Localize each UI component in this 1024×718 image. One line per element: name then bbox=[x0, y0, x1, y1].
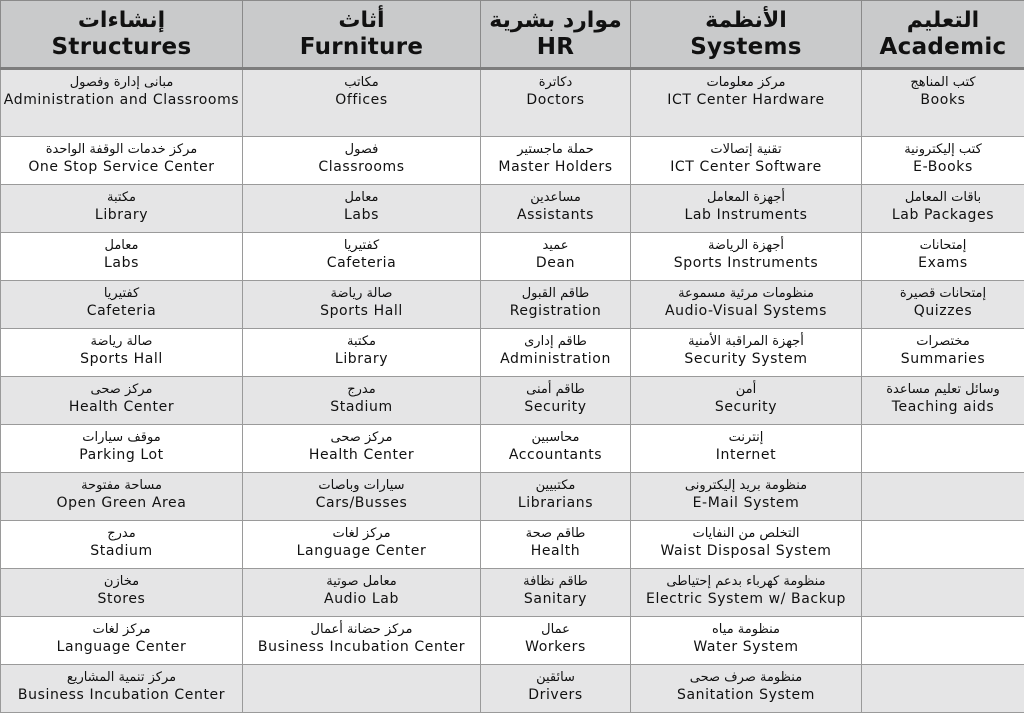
cell-en: Librarians bbox=[517, 495, 594, 511]
cell-academic bbox=[862, 329, 1024, 377]
cell-ar: وسائل تعليم مساعدة bbox=[886, 382, 1000, 397]
cell-en: Administration bbox=[500, 351, 611, 367]
cell-furniture bbox=[243, 137, 481, 185]
cell-en: Sports Hall bbox=[320, 303, 403, 319]
cell-en: Summaries bbox=[900, 351, 986, 367]
cell-structures bbox=[1, 69, 243, 137]
table-row bbox=[1, 69, 1024, 137]
cell-en: Health bbox=[530, 543, 581, 559]
cell-ar: إمتحانات bbox=[919, 238, 967, 253]
cell-hr bbox=[481, 233, 631, 281]
cell-ar: أجهزة المراقبة الأمنية bbox=[688, 334, 804, 349]
cell-ar: معامل bbox=[344, 190, 379, 205]
cell-furniture bbox=[243, 521, 481, 569]
header-en: Furniture bbox=[299, 33, 424, 60]
cell-systems bbox=[631, 137, 862, 185]
cell-en: Stores bbox=[97, 591, 146, 607]
cell-ar: كفتيريا bbox=[343, 238, 380, 253]
cell-academic bbox=[862, 377, 1024, 425]
cell-ar: مركز صحى bbox=[330, 430, 393, 445]
cell-structures bbox=[1, 473, 243, 521]
header-academic bbox=[862, 1, 1024, 69]
cell-en: Doctors bbox=[526, 92, 585, 108]
cell-en: ICT Center Hardware bbox=[667, 92, 825, 108]
cell-en: Teaching aids bbox=[891, 399, 995, 415]
cell-en: ICT Center Software bbox=[670, 159, 822, 175]
cell-ar: مركز خدمات الوقفة الواحدة bbox=[45, 142, 198, 157]
cell-structures bbox=[1, 233, 243, 281]
cell-furniture bbox=[243, 185, 481, 233]
cell-academic bbox=[862, 521, 1024, 569]
cell-en: Lab Instruments bbox=[684, 207, 808, 223]
cell-en: Security System bbox=[684, 351, 808, 367]
cell-ar: كفتيريا bbox=[103, 286, 140, 301]
cell-structures bbox=[1, 617, 243, 665]
cell-furniture bbox=[243, 665, 481, 713]
cell-hr bbox=[481, 617, 631, 665]
cell-structures bbox=[1, 425, 243, 473]
cell-ar: سائقين bbox=[536, 670, 575, 685]
cell-en: Language Center bbox=[296, 543, 427, 559]
header-row bbox=[1, 1, 1024, 69]
cell-systems bbox=[631, 617, 862, 665]
cell-ar: صالة رياضة bbox=[330, 286, 393, 301]
cell-en: Audio-Visual Systems bbox=[664, 303, 828, 319]
cell-en: Administration and Classrooms bbox=[3, 92, 240, 108]
cell-ar: أجهزة المعامل bbox=[707, 190, 785, 205]
cell-ar: مركز حضانة أعمال bbox=[310, 622, 413, 637]
cell-en: Library bbox=[94, 207, 149, 223]
cell-academic bbox=[862, 425, 1024, 473]
cell-academic bbox=[862, 69, 1024, 137]
cell-ar: أمن bbox=[735, 382, 757, 397]
cell-furniture bbox=[243, 425, 481, 473]
cell-hr bbox=[481, 69, 631, 137]
cell-en: Dean bbox=[535, 255, 576, 271]
cell-furniture bbox=[243, 69, 481, 137]
cell-en: Cafeteria bbox=[326, 255, 397, 271]
cell-furniture bbox=[243, 377, 481, 425]
cell-en: Health Center bbox=[68, 399, 175, 415]
cell-ar: منظومة بريد إليكترونى bbox=[684, 478, 808, 493]
cell-ar: مساعدين bbox=[530, 190, 581, 205]
cell-ar: التخلص من النفايات bbox=[692, 526, 800, 541]
cell-ar: باقات المعامل bbox=[904, 190, 982, 205]
cell-ar: مركز صحى bbox=[90, 382, 153, 397]
cell-structures bbox=[1, 137, 243, 185]
table-row bbox=[1, 377, 1024, 425]
cell-systems bbox=[631, 665, 862, 713]
cell-en: Registration bbox=[509, 303, 602, 319]
cell-hr bbox=[481, 473, 631, 521]
cell-en: One Stop Service Center bbox=[28, 159, 215, 175]
cell-furniture bbox=[243, 569, 481, 617]
cell-en: Cars/Busses bbox=[315, 495, 408, 511]
cell-academic bbox=[862, 665, 1024, 713]
table-row bbox=[1, 137, 1024, 185]
header-hr bbox=[481, 1, 631, 69]
header-furniture bbox=[243, 1, 481, 69]
cell-ar: طاقم القبول bbox=[521, 286, 590, 301]
cell-furniture bbox=[243, 617, 481, 665]
cell-en: Parking Lot bbox=[79, 447, 164, 463]
cell-ar: مساحة مفتوحة bbox=[81, 478, 162, 493]
cell-ar: مكتبيين bbox=[535, 478, 576, 493]
cell-ar: سيارات وباصات bbox=[318, 478, 405, 493]
cell-structures bbox=[1, 329, 243, 377]
cell-furniture bbox=[243, 281, 481, 329]
cell-en: Books bbox=[920, 92, 966, 108]
table-row bbox=[1, 425, 1024, 473]
cell-en: Sports Instruments bbox=[673, 255, 819, 271]
cell-en: Stadium bbox=[90, 543, 153, 559]
cell-ar: مكتبة bbox=[107, 190, 136, 205]
cell-ar: مركز لغات bbox=[92, 622, 151, 637]
cell-ar: كتب إليكترونية bbox=[904, 142, 982, 157]
cell-hr bbox=[481, 425, 631, 473]
cell-en: Stadium bbox=[330, 399, 393, 415]
header-ar: الأنظمة bbox=[705, 7, 787, 33]
cell-en: Offices bbox=[335, 92, 388, 108]
header-en: HR bbox=[536, 33, 575, 60]
cell-systems bbox=[631, 425, 862, 473]
table-row bbox=[1, 521, 1024, 569]
cell-ar: معامل bbox=[104, 238, 139, 253]
cell-ar: منظومة كهرباء بدعم إحتياطى bbox=[666, 574, 826, 589]
cell-hr bbox=[481, 185, 631, 233]
cell-en: Exams bbox=[918, 255, 968, 271]
cell-academic bbox=[862, 617, 1024, 665]
cell-systems bbox=[631, 281, 862, 329]
header-en: Academic bbox=[879, 33, 1007, 60]
table-row bbox=[1, 569, 1024, 617]
header-en: Structures bbox=[51, 33, 192, 60]
cell-systems bbox=[631, 569, 862, 617]
cell-en: Master Holders bbox=[498, 159, 613, 175]
cell-structures bbox=[1, 377, 243, 425]
table-row bbox=[1, 329, 1024, 377]
cell-ar: موقف سيارات bbox=[82, 430, 161, 445]
cell-ar: مكتبة bbox=[347, 334, 376, 349]
cell-en: Water System bbox=[693, 639, 799, 655]
cell-ar: مخازن bbox=[103, 574, 140, 589]
cell-en: Labs bbox=[344, 207, 379, 223]
cell-ar: تقنية إتصالات bbox=[710, 142, 782, 157]
cell-en: Security bbox=[524, 399, 587, 415]
cell-academic bbox=[862, 473, 1024, 521]
cell-en: E-Books bbox=[913, 159, 973, 175]
cell-systems bbox=[631, 69, 862, 137]
cell-en: Sanitation System bbox=[677, 687, 815, 703]
cell-ar: صالة رياضة bbox=[90, 334, 153, 349]
cell-ar: طاقم صحة bbox=[525, 526, 586, 541]
cell-en: Assistants bbox=[516, 207, 595, 223]
cell-en: Workers bbox=[525, 639, 586, 655]
cell-ar: حملة ماجستير bbox=[517, 142, 594, 157]
cell-ar: دكاترة bbox=[538, 75, 573, 90]
header-systems bbox=[631, 1, 862, 69]
cell-hr bbox=[481, 665, 631, 713]
cell-ar: إنترنت bbox=[728, 430, 764, 445]
cell-ar: مبانى إدارة وفصول bbox=[69, 75, 174, 90]
cell-systems bbox=[631, 473, 862, 521]
cell-ar: منظومة مياه bbox=[712, 622, 780, 637]
header-ar: التعليم bbox=[906, 7, 980, 33]
cell-hr bbox=[481, 521, 631, 569]
cell-ar: مركز لغات bbox=[332, 526, 391, 541]
cell-ar: إمتحانات قصيرة bbox=[899, 286, 987, 301]
table-row bbox=[1, 665, 1024, 713]
cell-ar: عميد bbox=[542, 238, 569, 253]
cell-ar: مدرج bbox=[107, 526, 136, 541]
cell-structures bbox=[1, 665, 243, 713]
cell-academic bbox=[862, 281, 1024, 329]
header-ar: موارد بشرية bbox=[489, 7, 622, 33]
cell-systems bbox=[631, 185, 862, 233]
cell-structures bbox=[1, 569, 243, 617]
cell-furniture bbox=[243, 473, 481, 521]
cell-ar: مختصرات bbox=[916, 334, 970, 349]
header-ar: أثاث bbox=[338, 7, 385, 33]
cell-ar: أجهزة الرياضة bbox=[707, 238, 785, 253]
cell-en: Drivers bbox=[528, 687, 583, 703]
cell-hr bbox=[481, 281, 631, 329]
cell-en: Sports Hall bbox=[80, 351, 163, 367]
cell-ar: كتب المناهج bbox=[910, 75, 976, 90]
cell-academic bbox=[862, 137, 1024, 185]
cell-en: Accountants bbox=[508, 447, 603, 463]
cell-en: Security bbox=[714, 399, 778, 415]
cell-ar: طاقم نظافة bbox=[523, 574, 588, 589]
cell-furniture bbox=[243, 233, 481, 281]
cell-en: E-Mail System bbox=[692, 495, 800, 511]
header-en: Systems bbox=[690, 33, 802, 60]
cell-ar: مركز تنمية المشاريع bbox=[66, 670, 177, 685]
cell-hr bbox=[481, 329, 631, 377]
table-row bbox=[1, 281, 1024, 329]
cell-en: Business Incubation Center bbox=[17, 687, 226, 703]
cell-hr bbox=[481, 137, 631, 185]
header-ar: إنشاءات bbox=[77, 7, 166, 33]
cell-academic bbox=[862, 233, 1024, 281]
cell-en: Open Green Area bbox=[56, 495, 187, 511]
cell-en: Waist Disposal System bbox=[660, 543, 832, 559]
cell-furniture bbox=[243, 329, 481, 377]
cell-en: Internet bbox=[715, 447, 777, 463]
table-row bbox=[1, 233, 1024, 281]
cell-en: Sanitary bbox=[523, 591, 588, 607]
cell-ar: طاقم إدارى bbox=[524, 334, 587, 349]
cell-en: Labs bbox=[104, 255, 139, 271]
cell-academic bbox=[862, 185, 1024, 233]
cell-en: Language Center bbox=[56, 639, 187, 655]
cell-ar: مكاتب bbox=[344, 75, 379, 90]
cell-structures bbox=[1, 185, 243, 233]
cell-structures bbox=[1, 521, 243, 569]
cell-hr bbox=[481, 377, 631, 425]
cell-ar: مركز معلومات bbox=[706, 75, 786, 90]
cell-ar: محاسبين bbox=[531, 430, 580, 445]
cell-en: Lab Packages bbox=[891, 207, 995, 223]
cell-ar: فصول bbox=[344, 142, 379, 157]
cell-en: Business Incubation Center bbox=[257, 639, 466, 655]
cell-en: Electric System w/ Backup bbox=[646, 591, 846, 607]
cell-ar: مدرج bbox=[347, 382, 376, 397]
cell-en: Cafeteria bbox=[86, 303, 157, 319]
cell-ar: منظومة صرف صحى bbox=[689, 670, 803, 685]
header-structures bbox=[1, 1, 243, 69]
table-row bbox=[1, 185, 1024, 233]
cell-systems bbox=[631, 329, 862, 377]
cell-ar: عمال bbox=[541, 622, 570, 637]
cell-ar: معامل صوتية bbox=[326, 574, 397, 589]
cell-hr bbox=[481, 569, 631, 617]
cell-en: Quizzes bbox=[913, 303, 973, 319]
cell-structures bbox=[1, 281, 243, 329]
cell-ar: منظومات مرئية مسموعة bbox=[678, 286, 814, 301]
cell-ar: طاقم أمنى bbox=[526, 382, 585, 397]
cell-systems bbox=[631, 233, 862, 281]
table-row bbox=[1, 473, 1024, 521]
table-row bbox=[1, 617, 1024, 665]
cell-en: Library bbox=[334, 351, 389, 367]
cell-en: Classrooms bbox=[318, 159, 405, 175]
cell-en: Audio Lab bbox=[324, 591, 399, 607]
cell-systems bbox=[631, 377, 862, 425]
cell-systems bbox=[631, 521, 862, 569]
cell-academic bbox=[862, 569, 1024, 617]
cell-en: Health Center bbox=[308, 447, 415, 463]
